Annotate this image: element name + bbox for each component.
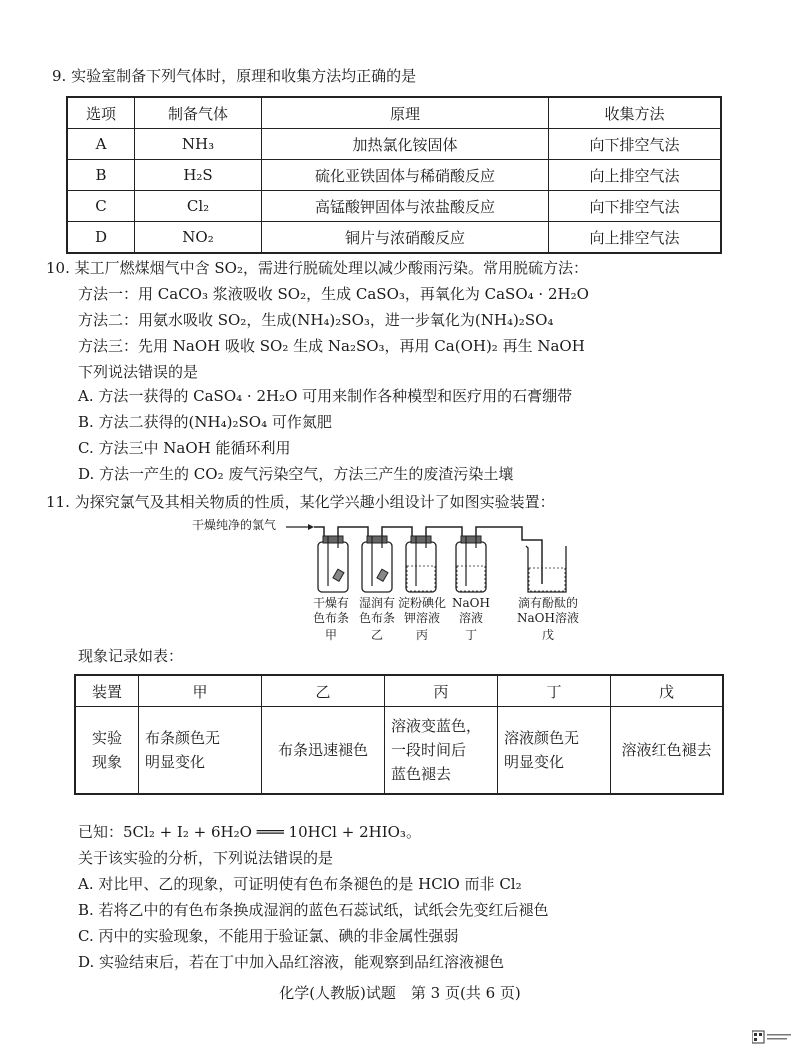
q11-option-c: C. 丙中的实验现象，不能用于验证氯、碘的非金属性强弱 xyxy=(78,927,459,945)
q11-option-a: A. 对比甲、乙的现象，可证明使有色布条褪色的是 HClO 而非 Cl₂ xyxy=(78,875,522,893)
apparatus-ding-line1: NaOH xyxy=(452,596,490,610)
apparatus-wu-line1: 滴有酚酞的 xyxy=(517,596,578,610)
q10-option-a: A. 方法一获得的 CaSO₄ · 2H₂O 可用来制作各种模型和医疗用的石膏绷带 xyxy=(78,387,573,405)
q11-phenomena-table xyxy=(74,674,724,795)
page-footer: 化学(人教版)试题 第 3 页(共 6 页) xyxy=(279,984,521,1002)
q11-apparatus-diagram xyxy=(190,518,590,648)
apparatus-drawing xyxy=(190,518,590,598)
q11-cell-ding-line2: 明显变化 xyxy=(504,753,565,771)
q11-cell-wu xyxy=(611,707,724,795)
apparatus-label-ding xyxy=(446,596,496,643)
q9-cell: C xyxy=(67,191,135,222)
gas-source-label: 干燥纯净的氯气 xyxy=(192,518,277,532)
q9-cell: 向下排空气法 xyxy=(549,129,722,160)
q11-row-label-line1: 实验 xyxy=(91,729,122,747)
q9-table-header-row xyxy=(67,97,721,129)
apparatus-yi-line2: 色布条 xyxy=(358,611,395,625)
q11-cell-jia-line2: 明显变化 xyxy=(145,753,206,771)
bottle-yi xyxy=(362,536,392,592)
q11-row-label xyxy=(75,707,139,795)
apparatus-bing-name: 丙 xyxy=(415,628,428,642)
q11-stem: 11. 为探究氯气及其相关物质的性质，某化学兴趣小组设计了如图实验装置： xyxy=(46,493,555,511)
q11-cell-yi-line1: 布条迅速褪色 xyxy=(277,741,368,759)
q11-known: 已知：5Cl₂ + I₂ + 6H₂O ═══ 10HCl + 2HIO₃。 xyxy=(78,823,421,841)
q11-cell-ding xyxy=(498,707,611,795)
q9-cell: 硫化亚铁固体与稀硝酸反应 xyxy=(262,160,549,191)
q9-cell: 铜片与浓硝酸反应 xyxy=(262,222,549,254)
apparatus-label-jia xyxy=(306,596,356,643)
beaker-wu xyxy=(526,546,566,592)
q10-option-b: B. 方法二获得的(NH₄)₂SO₄ 可作氮肥 xyxy=(78,413,332,431)
apparatus-jia-name: 甲 xyxy=(324,628,337,642)
q11-header-device: 装置 xyxy=(75,675,139,707)
q9-cell: NO₂ xyxy=(135,222,262,254)
q11-cell-wu-line1: 溶液红色褪去 xyxy=(621,741,712,759)
q9-cell: 加热氯化铵固体 xyxy=(262,129,549,160)
corner-logo-icon xyxy=(752,1030,792,1044)
apparatus-label-bing xyxy=(394,596,450,643)
q9-cell: 高锰酸钾固体与浓盐酸反应 xyxy=(262,191,549,222)
apparatus-bing-line1: 淀粉碘化 xyxy=(397,596,446,610)
q9-table xyxy=(66,96,722,254)
apparatus-jia-line2: 色布条 xyxy=(312,611,349,625)
q11-ask: 关于该实验的分析，下列说法错误的是 xyxy=(78,849,334,867)
q9-cell: D xyxy=(67,222,135,254)
q9-cell: 向上排空气法 xyxy=(549,222,722,254)
q11-option-d: D. 实验结束后，若在丁中加入品红溶液，能观察到品红溶液褪色 xyxy=(78,953,505,971)
apparatus-wu-line2: NaOH溶液 xyxy=(517,611,579,625)
q9-cell: 向下排空气法 xyxy=(549,191,722,222)
apparatus-label-wu xyxy=(508,596,588,643)
q10-option-c: C. 方法三中 NaOH 能循环利用 xyxy=(78,439,291,457)
q9-cell: B xyxy=(67,160,135,191)
q11-header-wu: 戊 xyxy=(611,675,724,707)
q9-header-option: 选项 xyxy=(67,97,135,129)
q9-cell: H₂S xyxy=(135,160,262,191)
table-row xyxy=(75,707,723,795)
q11-option-b: B. 若将乙中的有色布条换成湿润的蓝色石蕊试纸，试纸会先变红后褪色 xyxy=(78,901,549,919)
q10-stem: 10. 某工厂燃煤烟气中含 SO₂，需进行脱硫处理以减少酸雨污染。常用脱硫方法： xyxy=(46,259,588,277)
q10-method2: 方法二：用氨水吸收 SO₂，生成(NH₄)₂SO₃，进一步氧化为(NH₄)₂SO₄ xyxy=(78,311,554,329)
q10-ask: 下列说法错误的是 xyxy=(78,363,199,381)
q10-method3: 方法三：先用 NaOH 吸收 SO₂ 生成 Na₂SO₃，再用 Ca(OH)₂ 再生 NaOH xyxy=(78,337,585,355)
q10-option-d: D. 方法一产生的 CO₂ 废气污染空气，方法三产生的废渣污染土壤 xyxy=(78,465,514,483)
q11-cell-bing-line2: 一段时间后 xyxy=(391,741,467,759)
q9-cell: A xyxy=(67,129,135,160)
apparatus-bing-line2: 钾溶液 xyxy=(403,611,440,625)
q11-cell-jia-line1: 布条颜色无 xyxy=(145,729,221,747)
apparatus-yi-line1: 湿润有 xyxy=(358,596,395,610)
q11-cell-ding-line1: 溶液颜色无 xyxy=(504,729,580,747)
table-row xyxy=(67,129,721,160)
q11-header-ding: 丁 xyxy=(498,675,611,707)
apparatus-wu-name: 戊 xyxy=(541,628,554,642)
q9-cell: 向上排空气法 xyxy=(549,160,722,191)
apparatus-yi-name: 乙 xyxy=(370,628,383,642)
apparatus-ding-name: 丁 xyxy=(464,628,477,642)
apparatus-jia-line1: 干燥有 xyxy=(312,596,349,610)
q11-cell-bing-line1: 溶液变蓝色， xyxy=(391,717,482,735)
table-row xyxy=(67,160,721,191)
q9-header-collection: 收集方法 xyxy=(549,97,722,129)
q9-stem: 9. 实验室制备下列气体时，原理和收集方法均正确的是 xyxy=(52,67,417,85)
q11-cell-jia xyxy=(139,707,262,795)
q11-cell-yi xyxy=(262,707,385,795)
bottle-jia xyxy=(318,536,348,592)
q10-method1: 方法一：用 CaCO₃ 浆液吸收 SO₂，生成 CaSO₃，再氧化为 CaSO₄ · 2H₂O xyxy=(78,285,589,303)
q11-row-label-line2: 现象 xyxy=(91,753,122,771)
q11-cell-bing xyxy=(385,707,498,795)
q11-header-bing: 丙 xyxy=(385,675,498,707)
bottle-bing xyxy=(406,536,436,592)
table-row xyxy=(67,191,721,222)
q9-cell: Cl₂ xyxy=(135,191,262,222)
q9-cell: NH₃ xyxy=(135,129,262,160)
q11-header-jia: 甲 xyxy=(139,675,262,707)
q9-header-gas: 制备气体 xyxy=(135,97,262,129)
q9-header-principle: 原理 xyxy=(262,97,549,129)
q11-table-header-row xyxy=(75,675,723,707)
q11-cell-bing-line3: 蓝色褪去 xyxy=(391,765,452,783)
table-row xyxy=(67,222,721,254)
q11-record-intro: 现象记录如表： xyxy=(78,647,184,665)
bottle-ding xyxy=(456,536,486,592)
apparatus-ding-line2: 溶液 xyxy=(458,611,483,625)
q11-header-yi: 乙 xyxy=(262,675,385,707)
